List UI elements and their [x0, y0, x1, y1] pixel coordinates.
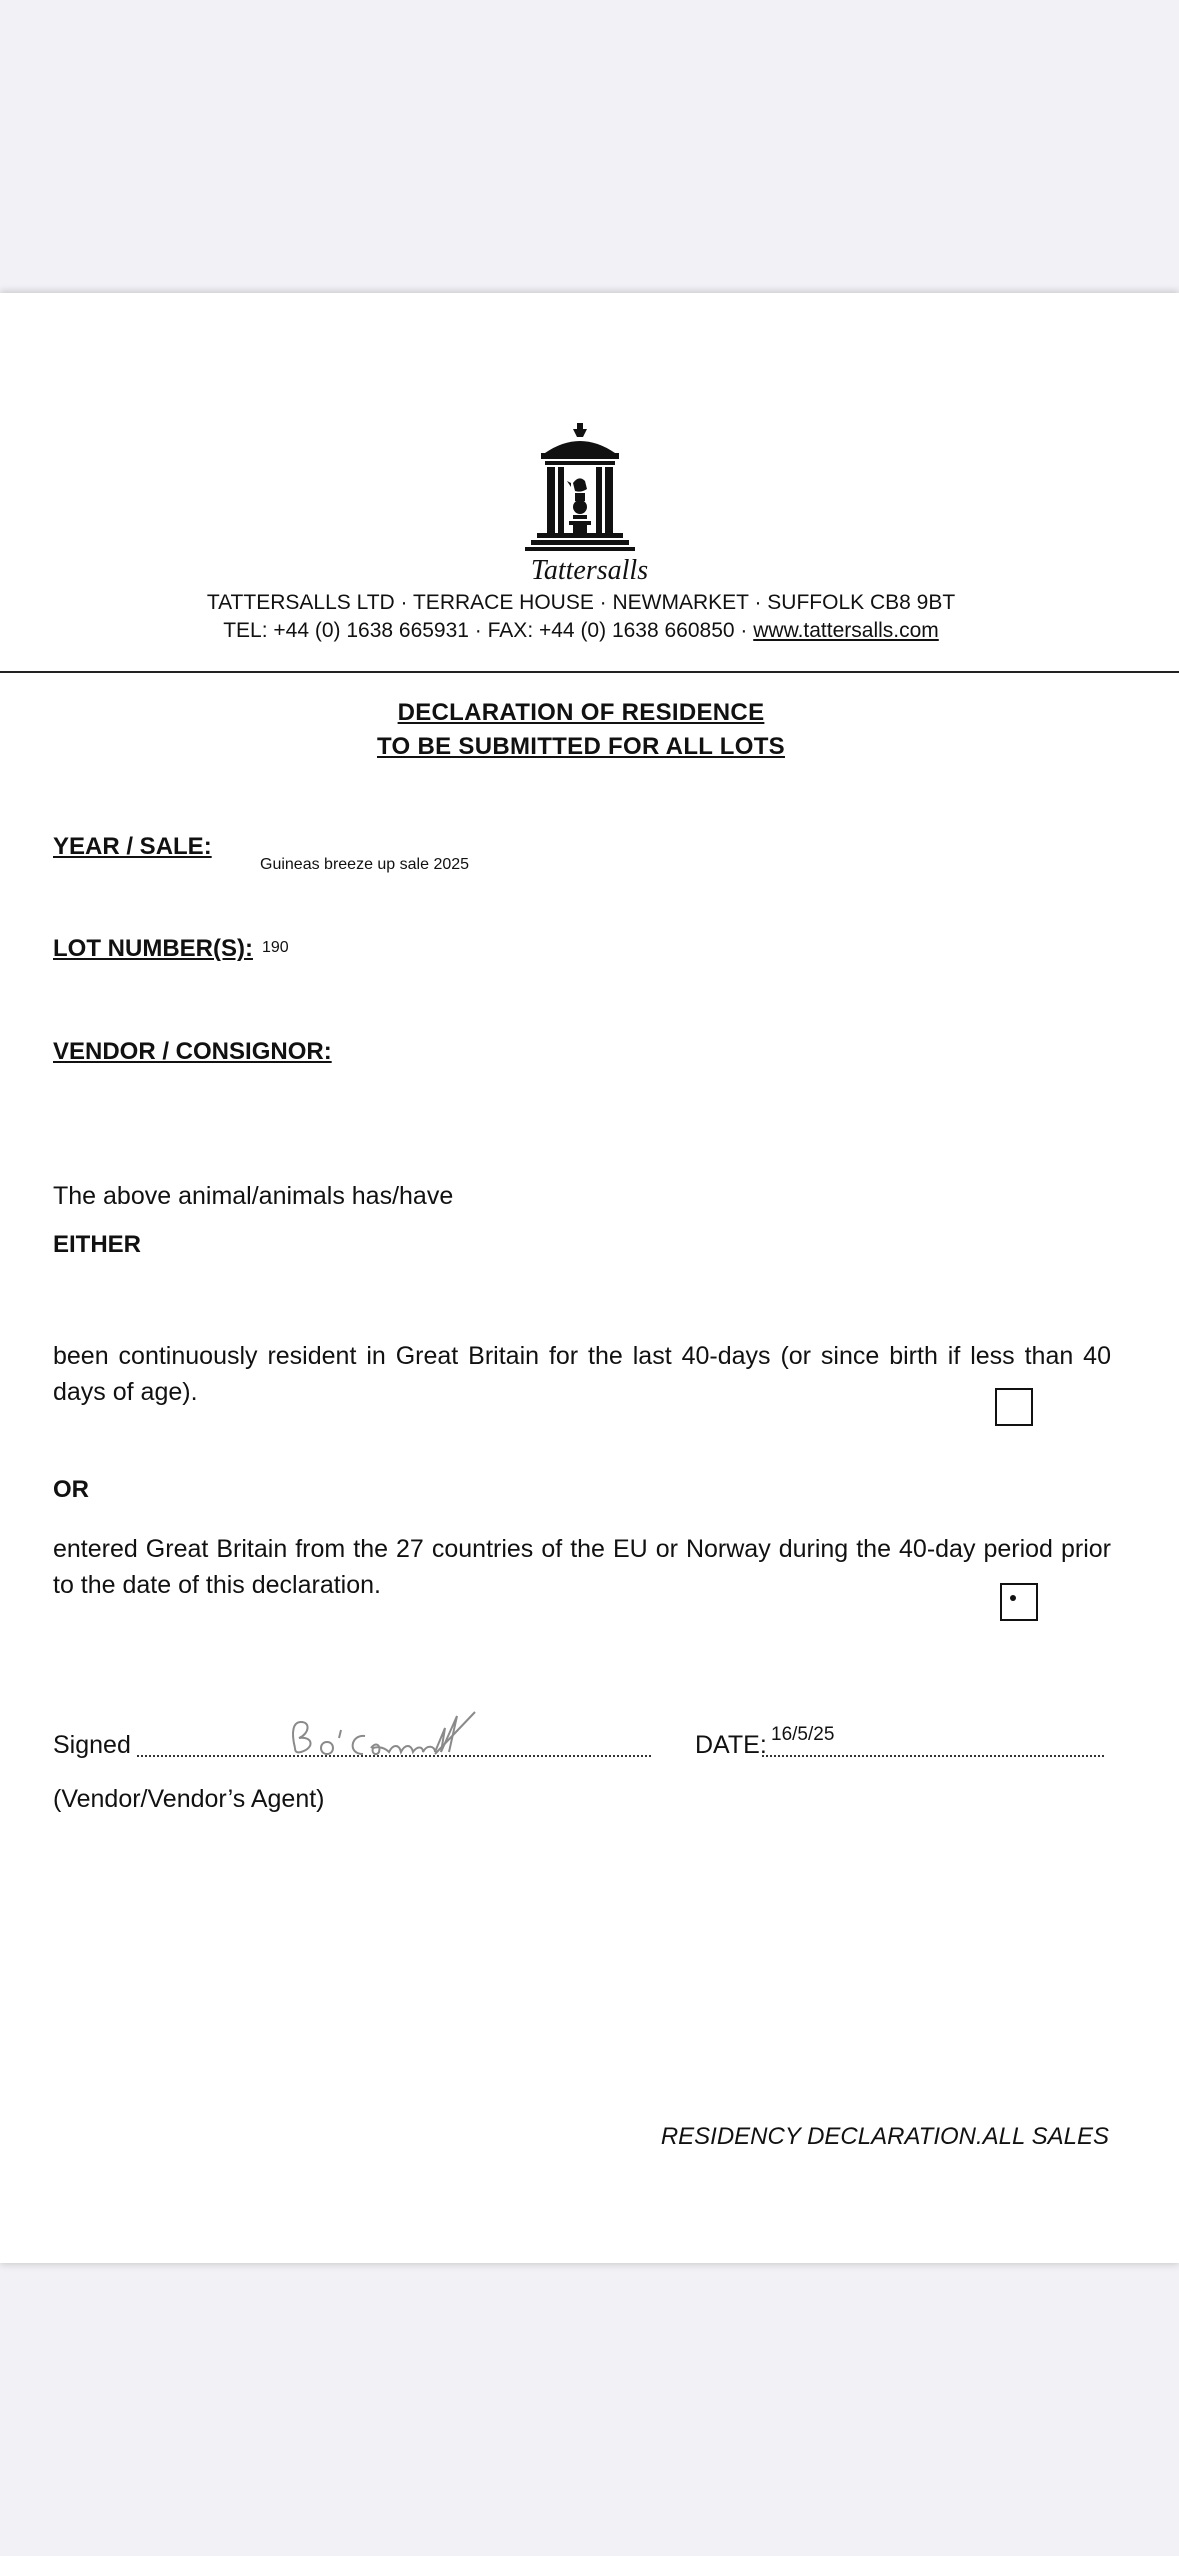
document-subtitle: TO BE SUBMITTED FOR ALL LOTS: [377, 733, 785, 760]
either-label: EITHER: [53, 1231, 142, 1258]
handwritten-signature: [285, 1708, 495, 1764]
lot-number-value[interactable]: 190: [262, 939, 289, 956]
option1-checkbox[interactable]: [995, 1388, 1033, 1426]
checkbox-mark: [1010, 1595, 1016, 1601]
company-address: TATTERSALLS LTD · TERRACE HOUSE · NEWMARKET · SUFFOLK CB8 9BT: [206, 591, 956, 614]
year-sale-label: YEAR / SALE:: [53, 833, 212, 860]
lot-number-label: LOT NUMBER(S):: [53, 935, 253, 962]
option1-text: been continuously resident in Great Britain for the last 40-days (or since birth if less than 40 days of age).: [53, 1342, 1111, 1406]
brand-name: Tattersalls: [530, 555, 649, 586]
footer-reference: RESIDENCY DECLARATION.ALL SALES: [660, 2123, 1109, 2150]
header-divider: [0, 671, 1179, 673]
date-line: [762, 1755, 1104, 1757]
signer-role: (Vendor/Vendor’s Agent): [53, 1785, 325, 1813]
phone-fax: TEL: +44 (0) 1638 665931 · FAX: +44 (0) 1638 660850 ·: [223, 619, 754, 642]
option2-checkbox[interactable]: [1000, 1583, 1038, 1621]
vendor-consignor-label: VENDOR / CONSIGNOR:: [53, 1038, 332, 1065]
date-label: DATE:: [695, 1731, 767, 1759]
declaration-intro: The above animal/animals has/have: [53, 1182, 454, 1210]
document-title: DECLARATION OF RESIDENCE: [397, 699, 765, 726]
signed-label: Signed: [53, 1731, 131, 1759]
tattersalls-logo: [521, 423, 639, 551]
document-page: [0, 293, 1179, 2263]
contact-line: [0, 619, 1162, 643]
year-sale-value[interactable]: Guineas breeze up sale 2025: [260, 856, 470, 873]
or-label: OR: [53, 1476, 89, 1503]
date-value[interactable]: 16/5/25: [771, 1724, 835, 1745]
website-link[interactable]: www.tattersalls.com: [753, 619, 939, 642]
option2-text: entered Great Britain from the 27 countries of the EU or Norway during the 40-day period prior to the date of this declaration.: [53, 1535, 1111, 1599]
